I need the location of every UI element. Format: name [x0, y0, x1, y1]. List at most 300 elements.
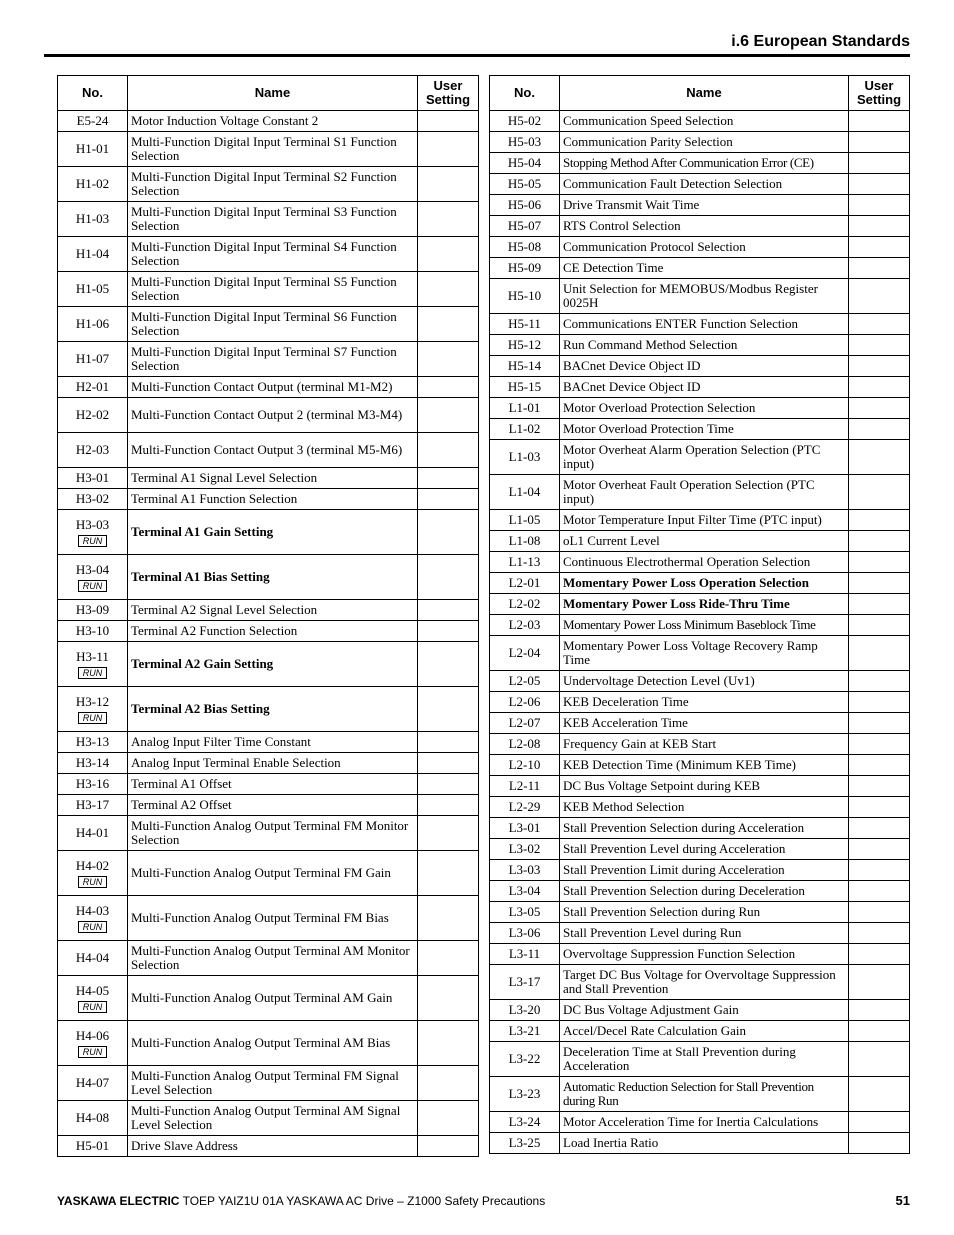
- user-setting-cell: [418, 1066, 479, 1101]
- table-row: [490, 356, 910, 377]
- parameter-table-right: [489, 75, 910, 1154]
- user-setting-cell: [418, 433, 479, 468]
- footer-document-title: TOEP YAIZ1U 01A YASKAWA AC Drive – Z1000 Safety Precautions: [182, 1194, 546, 1208]
- user-setting-cell: [418, 941, 479, 976]
- footer-brand: YASKAWA ELECTRIC: [57, 1194, 180, 1208]
- parameter-number: H5-09: [507, 260, 542, 275]
- parameter-number-cell: [490, 902, 560, 923]
- table-row: [58, 510, 479, 555]
- parameter-number: L2-11: [508, 778, 541, 793]
- user-setting-cell: [849, 195, 910, 216]
- user-setting-cell: [849, 573, 910, 594]
- parameter-name: Motor Overload Protection Selection: [560, 398, 849, 419]
- table-row: [58, 167, 479, 202]
- table-row: [490, 797, 910, 818]
- user-setting-cell: [849, 1021, 910, 1042]
- user-setting-cell: [418, 774, 479, 795]
- parameter-number-cell: [490, 510, 560, 531]
- user-setting-cell: [849, 944, 910, 965]
- parameter-number: H2-03: [75, 442, 110, 457]
- table-row: [58, 774, 479, 795]
- user-setting-cell: [849, 153, 910, 174]
- parameter-number: H4-05: [75, 982, 110, 998]
- user-setting-cell: [849, 636, 910, 671]
- table-row: [58, 1021, 479, 1066]
- parameter-number-cell: [58, 398, 128, 433]
- parameter-name: Communication Fault Detection Selection: [560, 174, 849, 195]
- table-row: [58, 202, 479, 237]
- user-setting-cell: [849, 531, 910, 552]
- user-setting-cell: [418, 489, 479, 510]
- run-badge: RUN: [78, 921, 108, 933]
- parameter-name: Terminal A2 Gain Setting: [128, 642, 418, 687]
- parameter-number-cell: [490, 153, 560, 174]
- parameter-number-cell: [490, 475, 560, 510]
- run-badge: RUN: [78, 876, 108, 888]
- user-setting-cell: [849, 839, 910, 860]
- parameter-name: Communication Speed Selection: [560, 111, 849, 132]
- parameter-number-cell: [490, 258, 560, 279]
- parameter-number-cell: [58, 941, 128, 976]
- table-row: [490, 839, 910, 860]
- parameter-number: H1-05: [75, 281, 110, 296]
- parameter-number: L1-04: [508, 484, 541, 499]
- parameter-number: L2-08: [508, 736, 541, 751]
- parameter-name: Deceleration Time at Stall Prevention during Acceleration: [560, 1042, 849, 1077]
- table-row: [490, 510, 910, 531]
- parameter-number: L2-02: [508, 596, 541, 611]
- parameter-number-cell: [490, 839, 560, 860]
- parameter-number-cell: [490, 314, 560, 335]
- parameter-name: Multi-Function Analog Output Terminal FM Signal Level Selection: [128, 1066, 418, 1101]
- parameter-number-cell: [490, 195, 560, 216]
- user-setting-cell: [849, 1112, 910, 1133]
- page-number: 51: [895, 1193, 910, 1208]
- table-row: [490, 776, 910, 797]
- parameter-number-cell: [490, 797, 560, 818]
- parameter-number: H5-12: [507, 337, 542, 352]
- user-setting-cell: [418, 795, 479, 816]
- table-row: [490, 314, 910, 335]
- table-row: [58, 1066, 479, 1101]
- user-setting-cell: [418, 237, 479, 272]
- parameter-number-cell: [490, 216, 560, 237]
- table-row: [58, 753, 479, 774]
- parameter-name: Stopping Method After Communication Error (CE): [560, 153, 849, 174]
- parameter-number-cell: [490, 356, 560, 377]
- parameter-name: Momentary Power Loss Operation Selection: [560, 573, 849, 594]
- parameter-name: Multi-Function Analog Output Terminal FM Monitor Selection: [128, 816, 418, 851]
- parameter-number: H3-03: [75, 516, 110, 532]
- table-row: [490, 734, 910, 755]
- parameter-number-cell: [58, 621, 128, 642]
- parameter-number-cell: [490, 1021, 560, 1042]
- parameter-number: L2-06: [508, 694, 541, 709]
- parameter-number: L3-22: [508, 1051, 541, 1066]
- parameter-number: H1-02: [75, 176, 110, 191]
- table-row: [490, 944, 910, 965]
- parameter-number-cell: [58, 167, 128, 202]
- parameter-name: Multi-Function Contact Output (terminal M1-M2): [128, 377, 418, 398]
- parameter-number: H3-12: [75, 693, 110, 709]
- parameter-number-cell: [58, 687, 128, 732]
- parameter-name: Multi-Function Digital Input Terminal S2 Function Selection: [128, 167, 418, 202]
- parameter-number: H5-08: [507, 239, 542, 254]
- parameter-name: Target DC Bus Voltage for Overvoltage Suppression and Stall Prevention: [560, 965, 849, 1000]
- parameter-number: L1-01: [508, 400, 541, 415]
- parameter-name: DC Bus Voltage Setpoint during KEB: [560, 776, 849, 797]
- table-row: [490, 1112, 910, 1133]
- parameter-name: Multi-Function Contact Output 3 (terminal M5-M6): [128, 433, 418, 468]
- parameter-name: KEB Detection Time (Minimum KEB Time): [560, 755, 849, 776]
- parameter-number: H3-04: [75, 561, 110, 577]
- parameter-number: H5-07: [507, 218, 542, 233]
- parameter-number: L2-10: [508, 757, 541, 772]
- run-badge: RUN: [78, 1046, 108, 1058]
- parameter-number: L3-25: [508, 1135, 541, 1150]
- table-row: [490, 440, 910, 475]
- parameter-number-cell: [490, 594, 560, 615]
- parameter-number: L3-01: [508, 820, 541, 835]
- parameter-number: H1-03: [75, 211, 110, 226]
- table-row: [490, 573, 910, 594]
- table-row: [490, 860, 910, 881]
- parameter-number-cell: [490, 335, 560, 356]
- table-row: [490, 1133, 910, 1154]
- parameter-number-cell: [490, 279, 560, 314]
- parameter-number-cell: [58, 753, 128, 774]
- parameter-number: H5-01: [75, 1138, 110, 1153]
- table-row: [490, 881, 910, 902]
- user-setting-cell: [849, 475, 910, 510]
- table-row: [490, 671, 910, 692]
- parameter-number-cell: [490, 1112, 560, 1133]
- parameter-name: BACnet Device Object ID: [560, 377, 849, 398]
- parameter-name: KEB Method Selection: [560, 797, 849, 818]
- table-row: [58, 272, 479, 307]
- parameter-number: H4-08: [75, 1110, 110, 1125]
- parameter-number: L1-13: [508, 554, 541, 569]
- parameter-name: Unit Selection for MEMOBUS/Modbus Register 0025H: [560, 279, 849, 314]
- parameter-number-cell: [490, 440, 560, 475]
- user-setting-cell: [418, 976, 479, 1021]
- user-setting-cell: [418, 621, 479, 642]
- table-row: [490, 258, 910, 279]
- user-setting-cell: [849, 335, 910, 356]
- user-setting-cell: [418, 896, 479, 941]
- user-setting-cell: [849, 552, 910, 573]
- parameter-number-cell: [58, 111, 128, 132]
- parameter-number-cell: [58, 795, 128, 816]
- parameter-name: Multi-Function Analog Output Terminal FM Gain: [128, 851, 418, 896]
- parameter-name: Communication Protocol Selection: [560, 237, 849, 258]
- parameter-number-cell: [490, 818, 560, 839]
- user-setting-cell: [418, 510, 479, 555]
- parameter-number: L3-24: [508, 1114, 541, 1129]
- user-setting-cell: [418, 851, 479, 896]
- user-setting-cell: [418, 1101, 479, 1136]
- parameter-number-cell: [58, 774, 128, 795]
- parameter-number-cell: [490, 923, 560, 944]
- parameter-number-cell: [490, 1042, 560, 1077]
- parameter-name: Automatic Reduction Selection for Stall Prevention during Run: [560, 1077, 849, 1112]
- parameter-number-cell: [490, 174, 560, 195]
- run-badge: RUN: [78, 535, 108, 547]
- parameter-number: L1-08: [508, 533, 541, 548]
- table-row: [58, 732, 479, 753]
- user-setting-cell: [849, 965, 910, 1000]
- parameter-number-cell: [490, 1077, 560, 1112]
- parameter-name: Terminal A1 Gain Setting: [128, 510, 418, 555]
- parameter-name: Analog Input Terminal Enable Selection: [128, 753, 418, 774]
- user-setting-cell: [849, 510, 910, 531]
- user-setting-cell: [849, 258, 910, 279]
- parameter-number: H4-07: [75, 1075, 110, 1090]
- user-setting-cell: [849, 860, 910, 881]
- user-setting-cell: [418, 816, 479, 851]
- user-setting-cell: [418, 132, 479, 167]
- table-row: [490, 1021, 910, 1042]
- user-setting-cell: [849, 111, 910, 132]
- parameter-number-cell: [58, 342, 128, 377]
- table-header-row: [490, 76, 910, 111]
- user-setting-cell: [418, 555, 479, 600]
- table-row: [490, 216, 910, 237]
- parameter-number: H3-13: [75, 734, 110, 749]
- table-row: [490, 174, 910, 195]
- parameter-number: L2-29: [508, 799, 541, 814]
- table-row: [58, 976, 479, 1021]
- parameter-name: Multi-Function Analog Output Terminal AM Monitor Selection: [128, 941, 418, 976]
- parameter-number: H3-02: [75, 491, 110, 506]
- table-row: [58, 687, 479, 732]
- table-row: [490, 615, 910, 636]
- parameter-number-cell: [490, 377, 560, 398]
- table-row: [490, 594, 910, 615]
- parameter-number-cell: [58, 510, 128, 555]
- table-row: [490, 111, 910, 132]
- parameter-number-cell: [490, 734, 560, 755]
- user-setting-cell: [849, 419, 910, 440]
- parameter-name: Load Inertia Ratio: [560, 1133, 849, 1154]
- parameter-number-cell: [490, 419, 560, 440]
- parameter-number: H3-14: [75, 755, 110, 770]
- run-badge: RUN: [78, 1001, 108, 1013]
- parameter-number-cell: [490, 615, 560, 636]
- user-setting-cell: [849, 1042, 910, 1077]
- parameter-number: H1-01: [75, 141, 110, 156]
- table-row: [58, 941, 479, 976]
- table-row: [58, 132, 479, 167]
- parameter-name: Motor Induction Voltage Constant 2: [128, 111, 418, 132]
- user-setting-cell: [849, 216, 910, 237]
- parameter-number-cell: [58, 433, 128, 468]
- user-setting-cell: [849, 713, 910, 734]
- parameter-number-cell: [490, 671, 560, 692]
- parameter-number: E5-24: [76, 113, 109, 128]
- parameter-name: Stall Prevention Selection during Run: [560, 902, 849, 923]
- parameter-number-cell: [58, 1021, 128, 1066]
- user-setting-cell: [849, 237, 910, 258]
- parameter-number: H4-03: [75, 902, 110, 918]
- parameter-number: H5-02: [507, 113, 542, 128]
- table-row: [490, 377, 910, 398]
- parameter-number: H4-02: [75, 857, 110, 873]
- user-setting-cell: [849, 923, 910, 944]
- table-row: [490, 755, 910, 776]
- parameter-number: L3-02: [508, 841, 541, 856]
- parameter-number: H5-14: [507, 358, 542, 373]
- parameter-number-cell: [58, 272, 128, 307]
- table-row: [490, 552, 910, 573]
- user-setting-cell: [849, 615, 910, 636]
- parameter-number: L2-03: [508, 617, 541, 632]
- table-row: [490, 475, 910, 510]
- parameter-number: H3-11: [76, 648, 109, 664]
- parameter-name: Multi-Function Digital Input Terminal S7 Function Selection: [128, 342, 418, 377]
- parameter-name: Terminal A2 Function Selection: [128, 621, 418, 642]
- parameter-name: Motor Temperature Input Filter Time (PTC input): [560, 510, 849, 531]
- parameter-number-cell: [490, 860, 560, 881]
- user-setting-cell: [849, 314, 910, 335]
- parameter-number: H1-07: [75, 351, 110, 366]
- parameter-number-cell: [58, 132, 128, 167]
- table-row: [490, 902, 910, 923]
- parameter-number-cell: [58, 732, 128, 753]
- parameter-number-cell: [58, 1136, 128, 1157]
- user-setting-cell: [849, 398, 910, 419]
- table-row: [490, 1000, 910, 1021]
- parameter-name: Communication Parity Selection: [560, 132, 849, 153]
- parameter-name: Terminal A1 Signal Level Selection: [128, 468, 418, 489]
- parameter-name: Multi-Function Analog Output Terminal AM Bias: [128, 1021, 418, 1066]
- user-setting-cell: [418, 753, 479, 774]
- parameter-number: H3-09: [75, 602, 110, 617]
- parameter-number: L3-17: [508, 974, 541, 989]
- user-setting-cell: [418, 687, 479, 732]
- table-header-row: [58, 76, 479, 111]
- parameter-number-cell: [490, 1133, 560, 1154]
- parameter-number-cell: [490, 573, 560, 594]
- user-setting-cell: [418, 377, 479, 398]
- parameter-number: H4-01: [75, 825, 110, 840]
- parameter-name: Overvoltage Suppression Function Selection: [560, 944, 849, 965]
- table-row: [58, 468, 479, 489]
- user-setting-cell: [849, 1077, 910, 1112]
- parameter-name: Accel/Decel Rate Calculation Gain: [560, 1021, 849, 1042]
- parameter-name: Multi-Function Digital Input Terminal S1 Function Selection: [128, 132, 418, 167]
- table-row: [58, 555, 479, 600]
- parameter-number-cell: [490, 552, 560, 573]
- parameter-number-cell: [58, 1101, 128, 1136]
- table-row: [58, 342, 479, 377]
- parameter-number-cell: [58, 307, 128, 342]
- run-badge: RUN: [78, 580, 108, 592]
- table-row: [490, 132, 910, 153]
- user-setting-cell: [849, 279, 910, 314]
- table-row: [490, 713, 910, 734]
- parameter-number: H3-17: [75, 797, 110, 812]
- parameter-number-cell: [490, 531, 560, 552]
- parameter-number: H5-10: [507, 288, 542, 303]
- table-row: [58, 398, 479, 433]
- parameter-number-cell: [58, 816, 128, 851]
- parameter-name: Multi-Function Contact Output 2 (terminal M3-M4): [128, 398, 418, 433]
- parameter-name: Stall Prevention Selection during Acceleration: [560, 818, 849, 839]
- parameter-name: Terminal A1 Offset: [128, 774, 418, 795]
- parameter-name: Multi-Function Digital Input Terminal S6 Function Selection: [128, 307, 418, 342]
- parameter-number-cell: [490, 237, 560, 258]
- parameter-name: Terminal A2 Offset: [128, 795, 418, 816]
- user-setting-cell: [418, 1136, 479, 1157]
- parameter-number: H1-04: [75, 246, 110, 261]
- parameter-number: H5-15: [507, 379, 542, 394]
- column-header-no: No.: [58, 76, 128, 111]
- parameter-number-cell: [490, 398, 560, 419]
- parameter-number-cell: [490, 132, 560, 153]
- parameter-name: Drive Transmit Wait Time: [560, 195, 849, 216]
- table-row: [58, 795, 479, 816]
- parameter-name: oL1 Current Level: [560, 531, 849, 552]
- user-setting-cell: [849, 797, 910, 818]
- parameter-name: DC Bus Voltage Adjustment Gain: [560, 1000, 849, 1021]
- parameter-name: Motor Overheat Alarm Operation Selection (PTC input): [560, 440, 849, 475]
- parameter-number-cell: [58, 468, 128, 489]
- parameter-number: L3-21: [508, 1023, 541, 1038]
- parameter-number: H2-01: [75, 379, 110, 394]
- user-setting-cell: [849, 594, 910, 615]
- table-row: [490, 818, 910, 839]
- parameter-number: L2-01: [508, 575, 541, 590]
- user-setting-cell: [418, 732, 479, 753]
- parameter-name: Communications ENTER Function Selection: [560, 314, 849, 335]
- user-setting-cell: [849, 734, 910, 755]
- parameter-name: Stall Prevention Level during Run: [560, 923, 849, 944]
- parameter-number: L3-23: [508, 1086, 541, 1101]
- parameter-number: L3-06: [508, 925, 541, 940]
- parameter-name: Terminal A1 Function Selection: [128, 489, 418, 510]
- parameter-number-cell: [58, 642, 128, 687]
- parameter-name: Terminal A2 Bias Setting: [128, 687, 418, 732]
- table-row: [490, 398, 910, 419]
- table-row: [490, 195, 910, 216]
- run-badge: RUN: [78, 712, 108, 724]
- table-row: [58, 433, 479, 468]
- parameter-number-cell: [490, 776, 560, 797]
- parameter-number: L2-05: [508, 673, 541, 688]
- table-row: [58, 377, 479, 398]
- parameter-name: KEB Deceleration Time: [560, 692, 849, 713]
- user-setting-cell: [849, 671, 910, 692]
- table-row: [58, 851, 479, 896]
- parameter-number: L1-03: [508, 449, 541, 464]
- parameter-table-left: [57, 75, 479, 1157]
- parameter-number: H3-01: [75, 470, 110, 485]
- table-row: [490, 153, 910, 174]
- user-setting-cell: [849, 356, 910, 377]
- user-setting-cell: [418, 398, 479, 433]
- parameter-number-cell: [490, 636, 560, 671]
- parameter-number: L1-02: [508, 421, 541, 436]
- parameter-number-cell: [58, 851, 128, 896]
- parameter-name: RTS Control Selection: [560, 216, 849, 237]
- table-row: [490, 923, 910, 944]
- user-setting-cell: [849, 174, 910, 195]
- parameter-number: L3-05: [508, 904, 541, 919]
- user-setting-cell: [418, 202, 479, 237]
- parameter-name: Momentary Power Loss Minimum Baseblock Time: [560, 615, 849, 636]
- user-setting-cell: [849, 881, 910, 902]
